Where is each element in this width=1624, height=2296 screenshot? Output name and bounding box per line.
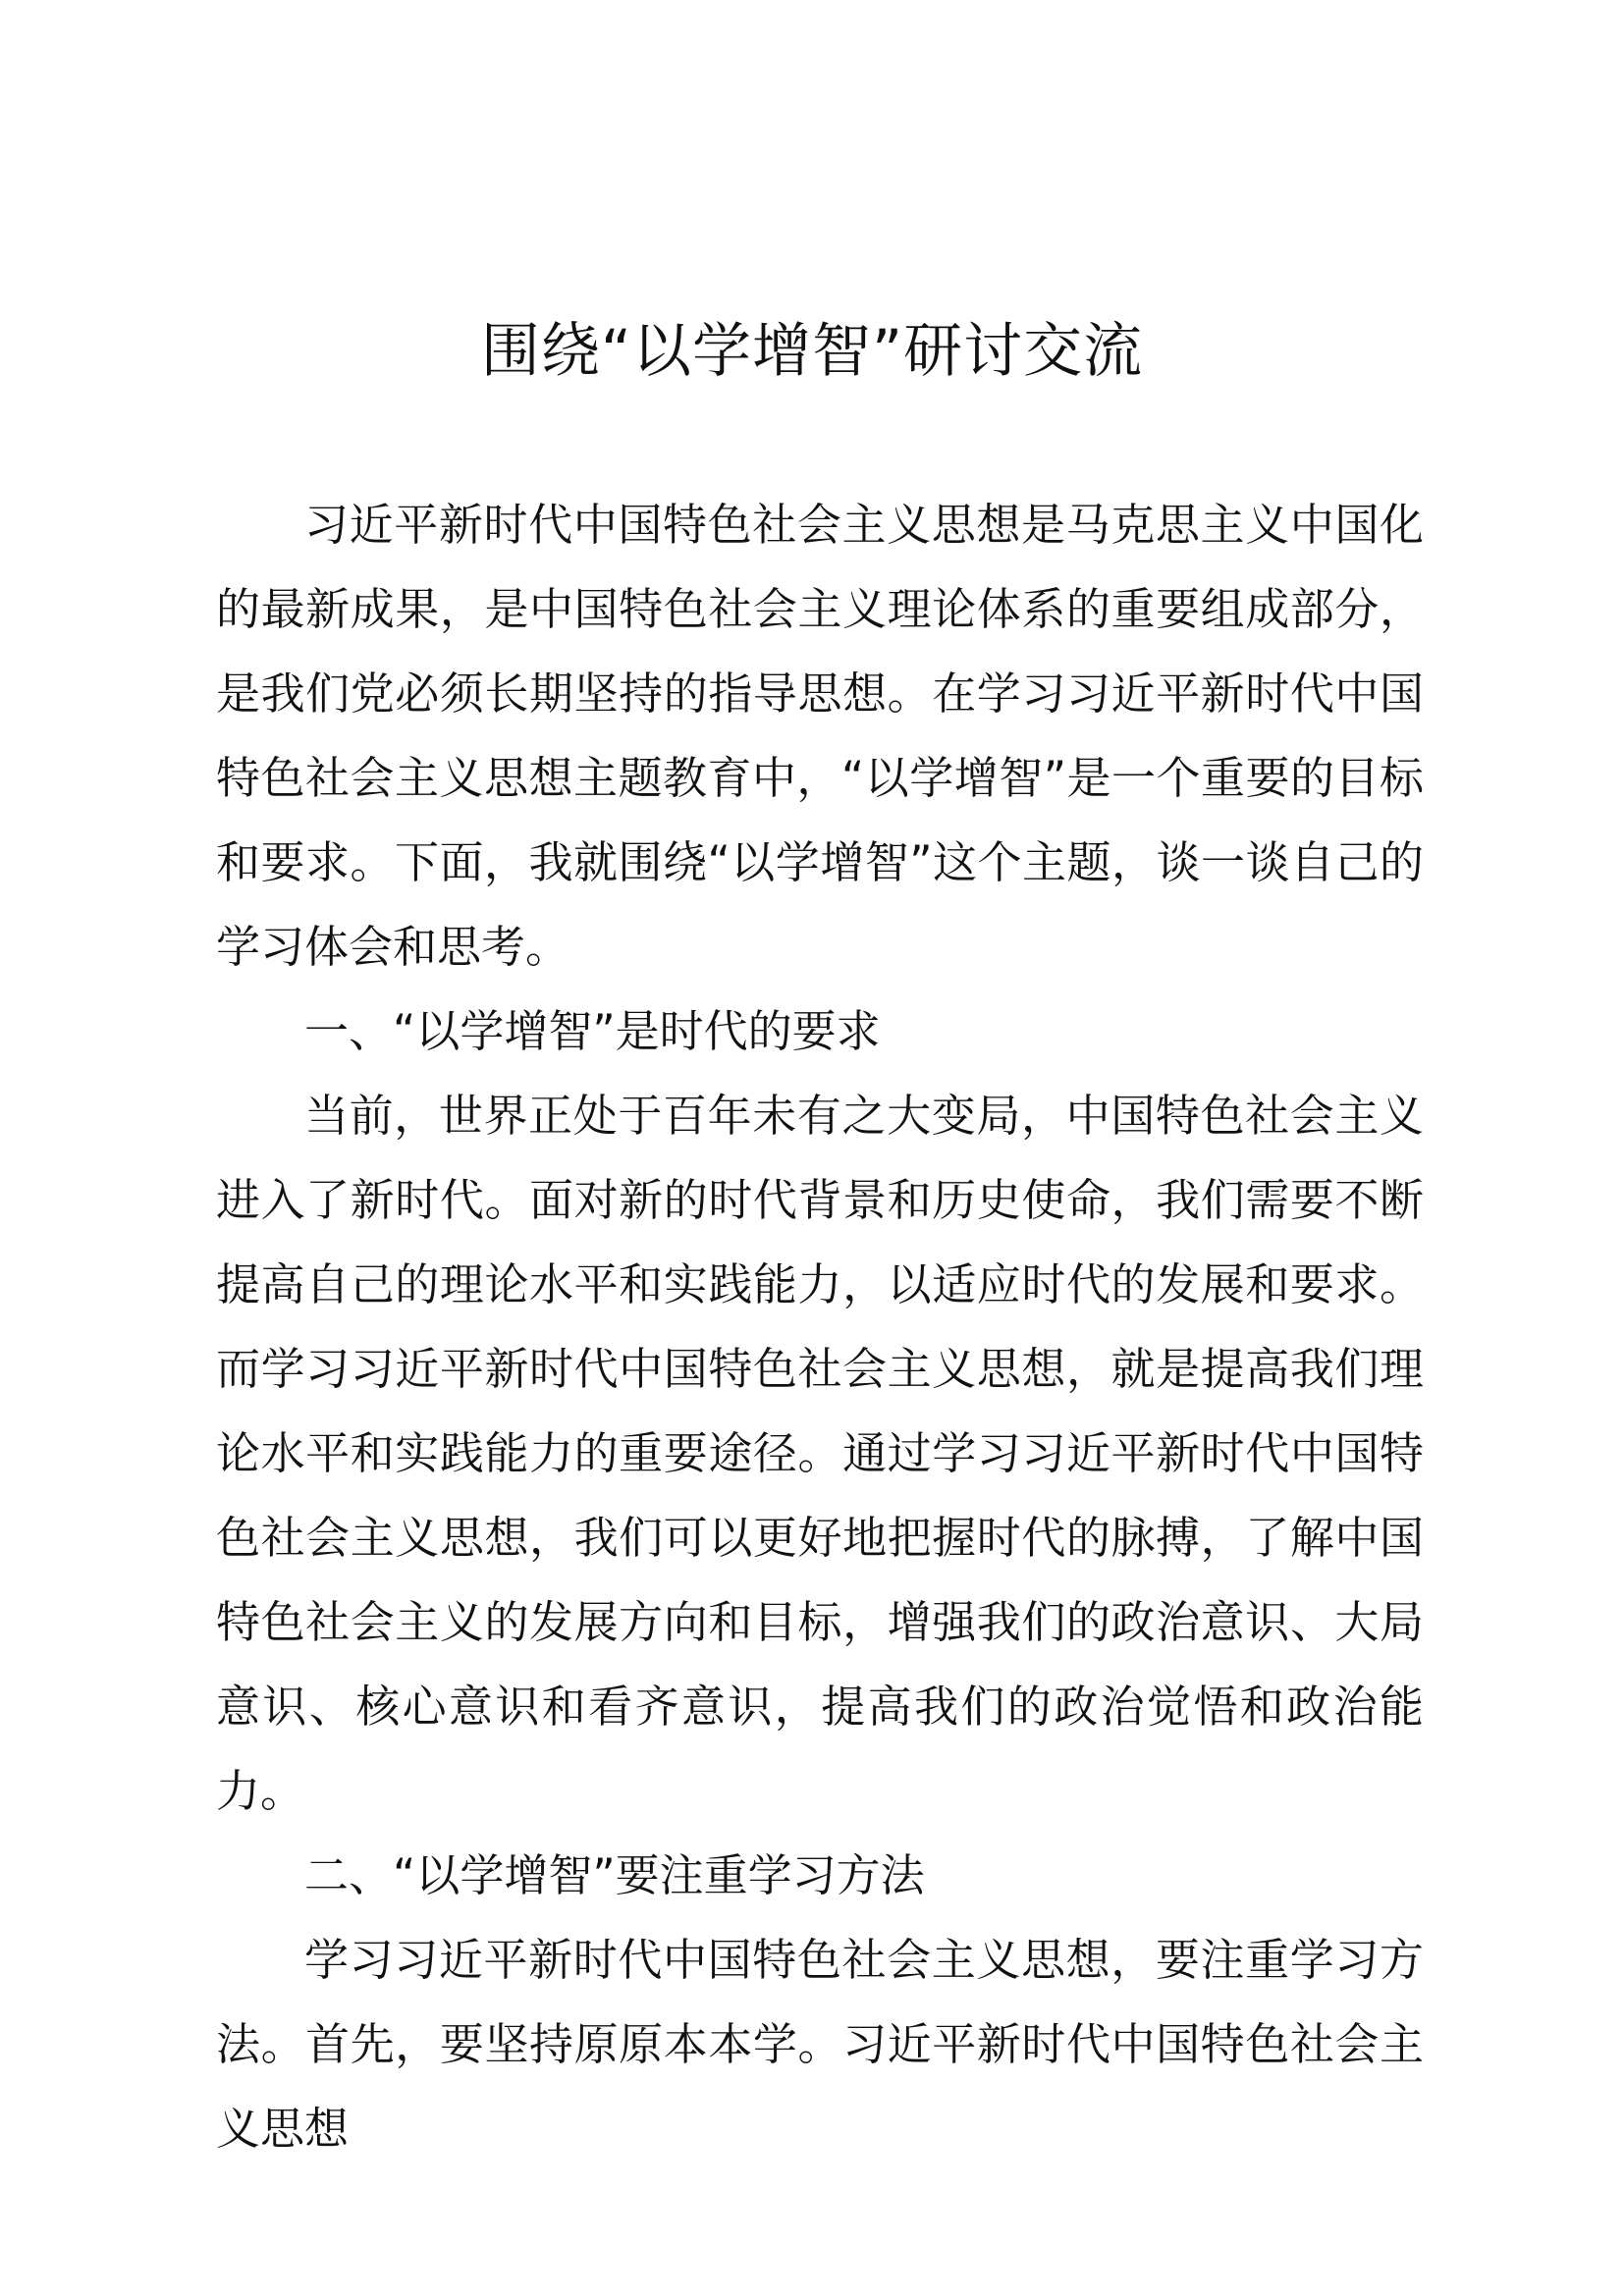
paragraph-section-1: 当前，世界正处于百年未有之大变局，中国特色社会主义进入了新时代。面对新的时代背景和历史使命，我们需要不断提高自己的理论水平和实践能力，以适应时代的发展和要求。而学习习近平新时代中国特色社会主义思想，就是提高我们理论水平和实践能力的重要途径。通过学习习近平新时代中国特色社会主义思想，我们可以更好地把握时代的脉搏，了解中国特色社会主义的发展方向和目标，增强我们的政治意识、大局意识、核心意识和看齐意识，提高我们的政治觉悟和政治能力。: [216, 1090, 1424, 1817]
document-body: [216, 483, 1424, 2171]
section-heading-1: 一、“以学增智”是时代的要求: [304, 1005, 881, 1057]
section-heading-2: 二、“以学增智”要注重学习方法: [304, 1849, 925, 1901]
paragraph-intro: 习近平新时代中国特色社会主义思想是马克思主义中国化的最新成果，是中国特色社会主义理论体系的重要组成部分，是我们党必须长期坚持的指导思想。在学习习近平新时代中国特色社会主义思想主题教育中，“以学增智”是一个重要的目标和要求。下面，我就围绕“以学增智”这个主题，谈一谈自己的学习体会和思考。: [216, 499, 1424, 973]
paragraph-section-2: 学习习近平新时代中国特色社会主义思想，要注重学习方法。首先，要坚持原原本本学。习近平新时代中国特色社会主义思想: [216, 1934, 1424, 2155]
document-title: 围绕“以学增智”研讨交流: [480, 317, 1144, 386]
